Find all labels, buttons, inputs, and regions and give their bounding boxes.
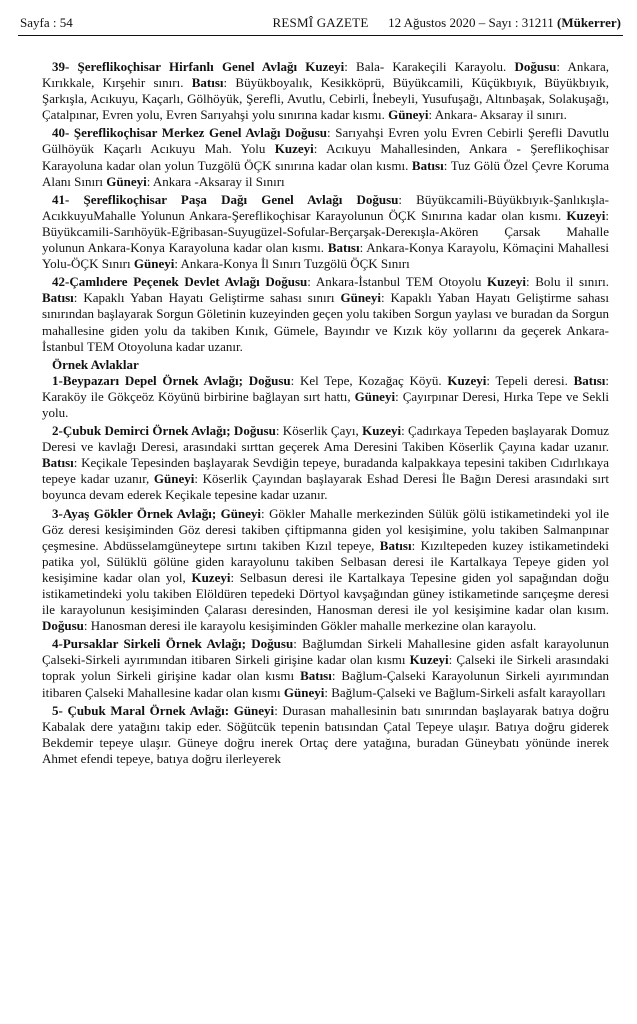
- bold-label: Doğusu: [514, 59, 557, 74]
- bold-label: Güneyi: [388, 107, 429, 123]
- paragraph-text: : Acıkuyu Mahallesinden, Ankara - Şereflikoçhisar Karayoluna kadar olan yolun Tuzgölü ÖÇK sınırına kadar olan kısmı.: [42, 141, 609, 173]
- paragraph-text: : Tuz Gölü Özel Çevre Koruma Alanı Sınırı: [42, 157, 609, 189]
- paragraph-text: : Bağlum-Çalseki Karayolunun Sirkeli ayırımından itibaren Çalseki Mahallesine kadar olan kısmı: [42, 668, 609, 700]
- header-rule: [18, 35, 623, 36]
- bold-label: Örnek Avlaklar: [52, 356, 139, 372]
- paragraph-text: : Ankara, Kırıkkale, Kırşehir sınırı.: [42, 59, 609, 91]
- page-number: Sayfa : 54: [20, 15, 73, 30]
- bold-label: 2-Çubuk Demirci Örnek Avlağı; Doğusu: [52, 423, 276, 439]
- bold-label: Batısı: [327, 240, 360, 256]
- bold-label: Batısı: [411, 157, 444, 173]
- paragraph-p39: [42, 59, 609, 123]
- bold-label: Batısı: [573, 372, 606, 388]
- paragraph-text: : Köserlik Çayından başlayarak Eshad Deresi İle Bağın Deresi arasındaki sırt boyunca devam ederek Keçikale tepesine kadar uzanır.: [42, 471, 609, 503]
- paragraph-text: : Kapaklı Yaban Hayatı Geliştirme sahası sınırı: [73, 290, 341, 306]
- paragraph-p41: [42, 192, 609, 272]
- bold-label: Batısı: [191, 75, 224, 91]
- paragraph-text: : Kızıltepeden kuzey istikametindeki patika yol, Sülüklü gölüne giden karayolunu takiben Selbasan deresi ile Kartalkaya Tepeye giden yol kesişimine kadar olan yol,: [42, 537, 609, 585]
- bold-label: 42-Çamlıdere Peçenek Devlet Avlağı Doğusu: [52, 274, 308, 290]
- issue-edition: (Mükerrer): [556, 15, 621, 30]
- paragraph-text: : Selbasun deresi ile Kartalkaya Tepesine giden yol sapağından doğu istikametindeki yolu takiben Elöldüren tepedeki Dörtyol kavşağından güney istikametinde sarıçeşme deresi ile karayolunun kesişiminden Çalarası deresinden, Hanosman deresi ile yol kesişimine kadar olan kısım.: [42, 569, 609, 618]
- paragraph-p42: [42, 274, 609, 354]
- bold-label: Batısı: [42, 290, 74, 306]
- paragraph-text: : Kel Tepe, Kozağaç Köyü.: [290, 372, 448, 388]
- paragraph-o3: [42, 506, 609, 635]
- bold-label: 40- Şereflikoçhisar Merkez Genel Avlağı Doğusu: [52, 125, 328, 141]
- bold-label: Kuzeyi: [191, 569, 231, 585]
- issue-date-number: 12 Ağustos 2020 – Sayı : 31211: [388, 15, 554, 30]
- paragraph-text: : Keçikale Tepesinden başlayarak Sevdiğin tepeye, buradanda kalpakkaya tepesini takiben Cıdırlıkaya tepeye kadar uzanır,: [42, 455, 609, 487]
- bold-label: 3-Ayaş Gökler Örnek Avlağı; Güneyi: [52, 505, 262, 521]
- paragraph-o2: [42, 423, 609, 503]
- paragraph-text: : Bağlumdan Sirkeli Mahallesine giden asfalt karayolunun Çalseki-Sirkeli ayırımından itibaren Sirkeli girişine kadar olan kısmı: [42, 636, 609, 668]
- bold-label: Batısı: [379, 537, 412, 553]
- paragraph-text: : Tepeli deresi.: [486, 372, 574, 388]
- paragraph-text: : Ankara-Konya Karayolu, Kömaçini Mahallesi Yolu-ÖÇK Sınırı: [42, 240, 609, 272]
- paragraph-text: : Çadırkaya Tepeden başlayarak Domuz Deresi ve kavlağı Deresi, arasındaki sırttan geçerek Ama Deresini Takiben Köserlik Çayına kadar uzanır.: [42, 423, 609, 455]
- paragraph-text: : Büyükcamili-Büyükbıyık-Şanlıkışla-AcıkkuyuMahalle Yolunun Ankara-Şereflikoçhisar Karayolunun ÖÇK Sınırına kadar olan kısmı.: [42, 191, 609, 223]
- paragraph-text: : Bağlum-Çalseki ve Bağlum-Sirkeli asfalt karayolları: [324, 684, 606, 700]
- page-header: [20, 14, 621, 32]
- gazette-name: RESMÎ GAZETE: [272, 15, 369, 30]
- section-heading: [42, 357, 609, 373]
- paragraph-text: : Bolu il sınırı.: [526, 274, 610, 290]
- bold-label: Güneyi: [153, 471, 195, 487]
- paragraph-text: : Sarıyahşi Evren yolu Evren Cebirli Şerefli Davutlu Gülhöyük Kaçarlı Acıkuyu Mah. Yolu: [42, 125, 609, 157]
- paragraph-o1: [42, 373, 609, 421]
- paragraph-text: : Ankara-İstanbul TEM Otoyolu: [307, 274, 488, 290]
- bold-label: Güneyi: [354, 388, 396, 404]
- bold-label: Güneyi: [340, 290, 381, 306]
- paragraph-text: : Ankara- Aksaray il sınırı.: [428, 107, 567, 123]
- bold-label: Doğusu: [42, 618, 84, 634]
- bold-label: Güneyi: [283, 684, 325, 700]
- bold-label: Güneyi: [106, 173, 147, 189]
- bold-label: 1-Beypazarı Depel Örnek Avlağı; Doğusu: [52, 372, 291, 388]
- paragraph-o4: [42, 636, 609, 700]
- bold-label: Kuzeyi: [362, 423, 402, 439]
- issue-info: [388, 14, 621, 32]
- paragraph-text: : Çalseki ile Sirkeli arasındaki toprak yolun Sirkeli girişine kadar olan kısmı: [42, 652, 610, 684]
- bold-label: Batısı: [42, 455, 74, 471]
- paragraph-text: : Çayırpınar Deresi, Hırka Tepe ve Sekli yolu.: [42, 388, 609, 420]
- bold-label: Kuzeyi: [409, 652, 449, 668]
- paragraph-text: : Köserlik Çayı,: [275, 423, 363, 439]
- paragraph-p40: [42, 125, 609, 189]
- bold-label: Kuzeyi: [447, 372, 487, 388]
- bold-label: 5- Çubuk Maral Örnek Avlağı: Güneyi: [52, 702, 275, 718]
- paragraph-text: : Gökler Mahalle merkezinden Sülük gölü istikametindeki yol ile Göz deresi kesişiminden Göz deresi takiben çiftipmanna giden yol kesişimine, yolu takiben Salmanpınar çeşmesine. Abdüsselamgüneytepe sırtını takiben Kızıl tepeye,: [42, 505, 609, 553]
- paragraph-text: : Hanosman deresi ile karayolu kesişiminden Gökler mahalle merkezine olan karayolu.: [83, 618, 537, 634]
- bold-label: Batısı: [300, 668, 332, 684]
- bold-label: 41- Şereflikoçhisar Paşa Dağı Genel Avlağı Doğusu: [52, 191, 399, 207]
- bold-label: Kuzeyi: [487, 274, 527, 290]
- bold-label: Güneyi: [133, 256, 175, 272]
- paragraph-text: : Büyükboyalık, Kesikköprü, Büyükcamili, Küçükbıyık, Büyükbıyık, Şarkışla, Acıkuyu, Kaçarlı, Gölhöyük, Şerefli, Avutlu, Cebirli, İnebeyli, Yusufuşağı, Altınbaşak, Solakuşağı, Çatalpınar, Evren yolu, Evren Sarıyahşi yolu sınırına kadar kısmı.: [42, 75, 609, 123]
- bold-label: Kuzeyi: [566, 207, 606, 223]
- paragraph-text: : Ankara-Konya İl Sınırı Tuzgölü ÖÇK Sınırı: [174, 256, 410, 272]
- paragraph-o5: [42, 703, 609, 767]
- paragraph-text: : Ankara -Aksaray il Sınırı: [146, 173, 285, 189]
- paragraph-text: : Büyükcamili-Sarıhöyük-Eğribasan-Suyugüzel-Sofular-Berçarşak-Dereкışla-Akören Çarsak Mahalle yolunun Ankara-Konya Karayoluna kadar olan kısmı.: [42, 207, 609, 256]
- paragraph-text: : Durasan mahallesinin batı sınırından başlayarak batıya doğru Kabalak dere yatağını takip eder. Söğütcük tepenin batısından Çatal Tepeye ulaşır. Batıya doğru giderek Bekdemir tepeye ulaşır. Güneye doğru inerek Ortaç dere yatağına, buradan Güneybatı yönünde inerek Ahmet efendi tepeye, batıya doğru ilerleyerek: [42, 702, 609, 766]
- paragraph-text: : Kapaklı Yaban Hayatı Geliştirme sahası sınırından başlayarak Sorgun Göletinin kuzeyinden geçen yolu takiben Sorgun yaylası ve buradan da Sorgun mahallesine giden yolu da takiben Kınık, Gümele, Bayındır ve Kızık köy yollarını da geçerek Ankara-İstanbul TEM Otoyoluna kadar uzanır.: [42, 290, 609, 354]
- document-body: [42, 59, 609, 769]
- paragraph-text: : Bala- Karakeçili Karayolu.: [344, 59, 515, 74]
- bold-label: Kuzeyi: [274, 141, 314, 157]
- bold-label: 39- Şereflikoçhisar Hirfanlı Genel Avlağı Kuzeyi: [52, 59, 345, 74]
- bold-label: 4-Pursaklar Sirkeli Örnek Avlağı; Doğusu: [52, 636, 294, 652]
- paragraph-text: : Karaköy ile Gökçeöz Köyünü birbirine bağlayan sırt hattı,: [42, 372, 610, 404]
